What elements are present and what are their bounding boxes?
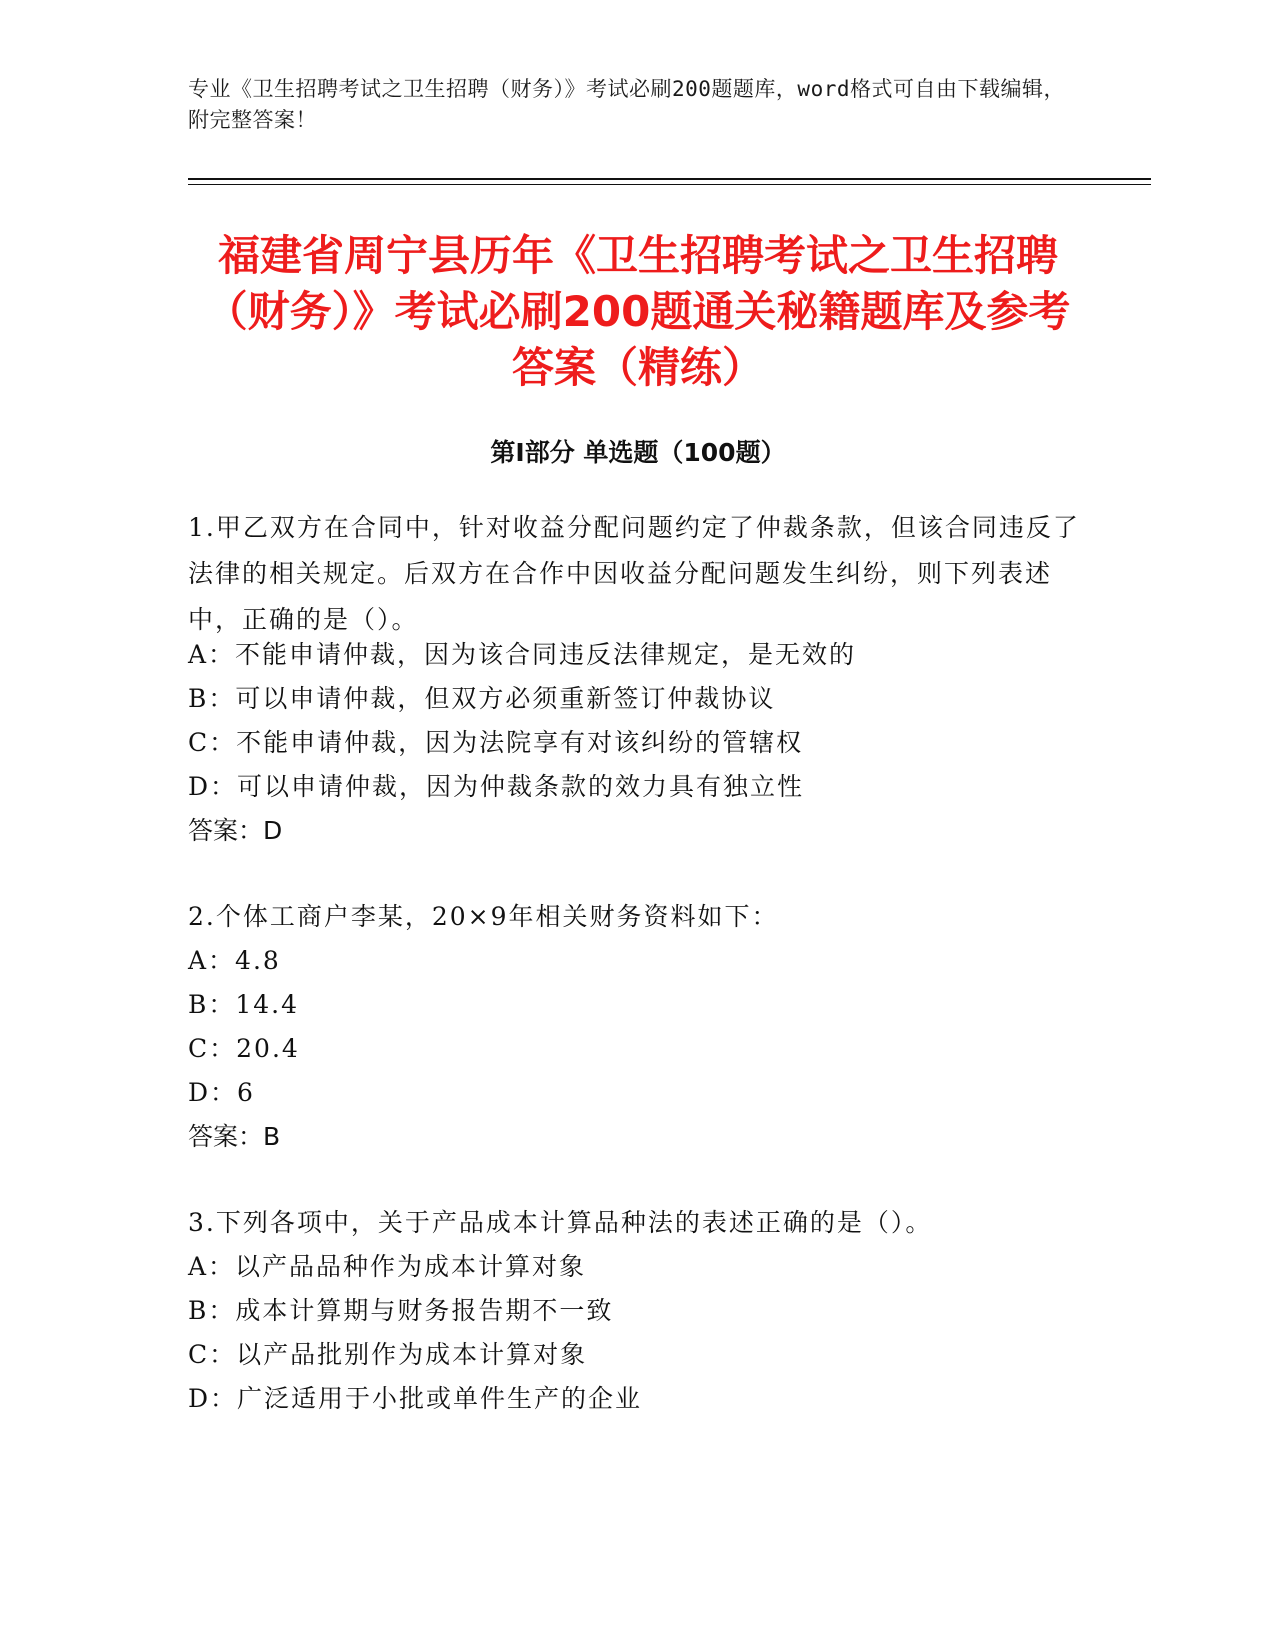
question-stem: 3.下列各项中，关于产品成本计算品种法的表述正确的是（）。 <box>188 1208 933 1237</box>
question-answer: 答案：B <box>188 1122 281 1151</box>
header-divider-thin <box>188 184 1151 185</box>
question-answer: 答案：D <box>188 816 283 845</box>
question-option-d: D：可以申请仲裁，因为仲裁条款的效力具有独立性 <box>188 772 805 801</box>
question-option-b: B：成本计算期与财务报告期不一致 <box>188 1296 614 1325</box>
question-option-d: D：广泛适用于小批或单件生产的企业 <box>188 1384 643 1413</box>
question-option-a: A：以产品品种作为成本计算对象 <box>188 1252 587 1281</box>
section-title: 第Ⅰ部分 单选题（100题） <box>490 438 786 467</box>
question-option-d: D：6 <box>188 1078 255 1107</box>
question-option-a: A：4.8 <box>188 946 281 975</box>
question-stem: 2.个体工商户李某，20×9年相关财务资料如下： <box>188 902 779 931</box>
document-title: 福建省周宁县历年《卫生招聘考试之卫生招聘（财务）》考试必刷200题通关秘籍题库及参考答案（精练） <box>205 231 1071 392</box>
question-stem: 1.甲乙双方在合同中，针对收益分配问题约定了仲裁条款，但该合同违反了法律的相关规定。后双方在合作中因收益分配问题发生纠纷，则下列表述中，正确的是（）。 <box>188 513 1080 634</box>
question-option-c: C：20.4 <box>188 1034 300 1063</box>
header-divider-thick <box>188 178 1151 180</box>
question-option-b: B：14.4 <box>188 990 300 1019</box>
question-option-c: C：以产品批别作为成本计算对象 <box>188 1340 588 1369</box>
header-note: 专业《卫生招聘考试之卫生招聘（财务）》考试必刷200题题库，word格式可自由下载编辑，附完整答案！ <box>188 77 1065 132</box>
question-option-c: C：不能申请仲裁，因为法院享有对该纠纷的管辖权 <box>188 728 804 757</box>
question-option-b: B：可以申请仲裁，但双方必须重新签订仲裁协议 <box>188 684 776 713</box>
question-option-a: A：不能申请仲裁，因为该合同违反法律规定，是无效的 <box>188 640 857 669</box>
